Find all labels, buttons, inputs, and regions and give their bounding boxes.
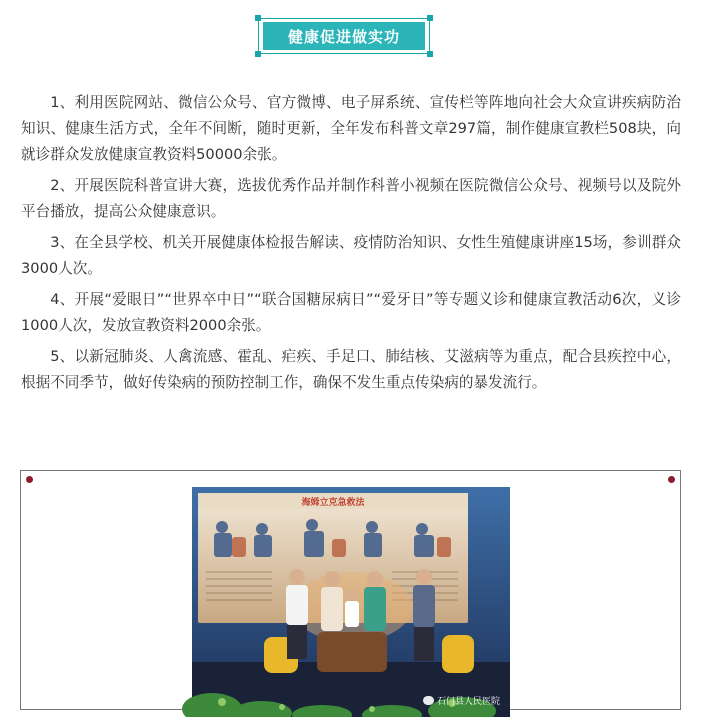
header-badge bbox=[263, 22, 425, 50]
body-text bbox=[21, 90, 681, 401]
section-title: 健康促进做实功 bbox=[287, 27, 400, 46]
watermark-text: 石门县人民医院 bbox=[436, 697, 500, 707]
frame-dot bbox=[668, 476, 675, 483]
paragraph-3: 3、在全县学校、机关开展健康体检报告解读、疫情防治知识、女性生殖健康讲座15场，参训群众3000人次。 bbox=[21, 234, 681, 277]
paragraph-2: 2、开展医院科普宣讲大赛，选拔优秀作品并制作科普小视频在医院微信公众号、视频号以及院外平台播放，提高公众健康意识。 bbox=[21, 177, 681, 220]
screen-title: 海姆立克急救法 bbox=[301, 498, 365, 508]
paragraph-1: 1、利用医院网站、微信公众号、官方微博、电子屏系统、宣传栏等阵地向社会大众宣讲疾病防治知识、健康生活方式，全年不间断，随时更新，全年发布科普文章297篇，制作健康宣教栏508块，向就诊群众发放健康宣教资料50000余张。 bbox=[21, 94, 681, 163]
watermark bbox=[423, 694, 500, 707]
paragraph-4: 4、开展“爱眼日”“世界卒中日”“联合国糖尿病日”“爱牙日”等专题义诊和健康宣教活动6次，义诊1000人次，发放宣教资料2000余张。 bbox=[21, 291, 681, 334]
frame-dot bbox=[26, 476, 33, 483]
photo-illustration bbox=[192, 487, 510, 717]
event-photo bbox=[192, 487, 510, 717]
photo-frame bbox=[20, 470, 681, 710]
wechat-icon bbox=[423, 696, 434, 705]
section-header bbox=[255, 15, 433, 57]
paragraph-5: 5、以新冠肺炎、人禽流感、霍乱、疟疾、手足口、肺结核、艾滋病等为重点，配合县疾控中心，根据不同季节，做好传染病的预防控制工作，确保不发生重点传染病的暴发流行。 bbox=[21, 348, 681, 391]
